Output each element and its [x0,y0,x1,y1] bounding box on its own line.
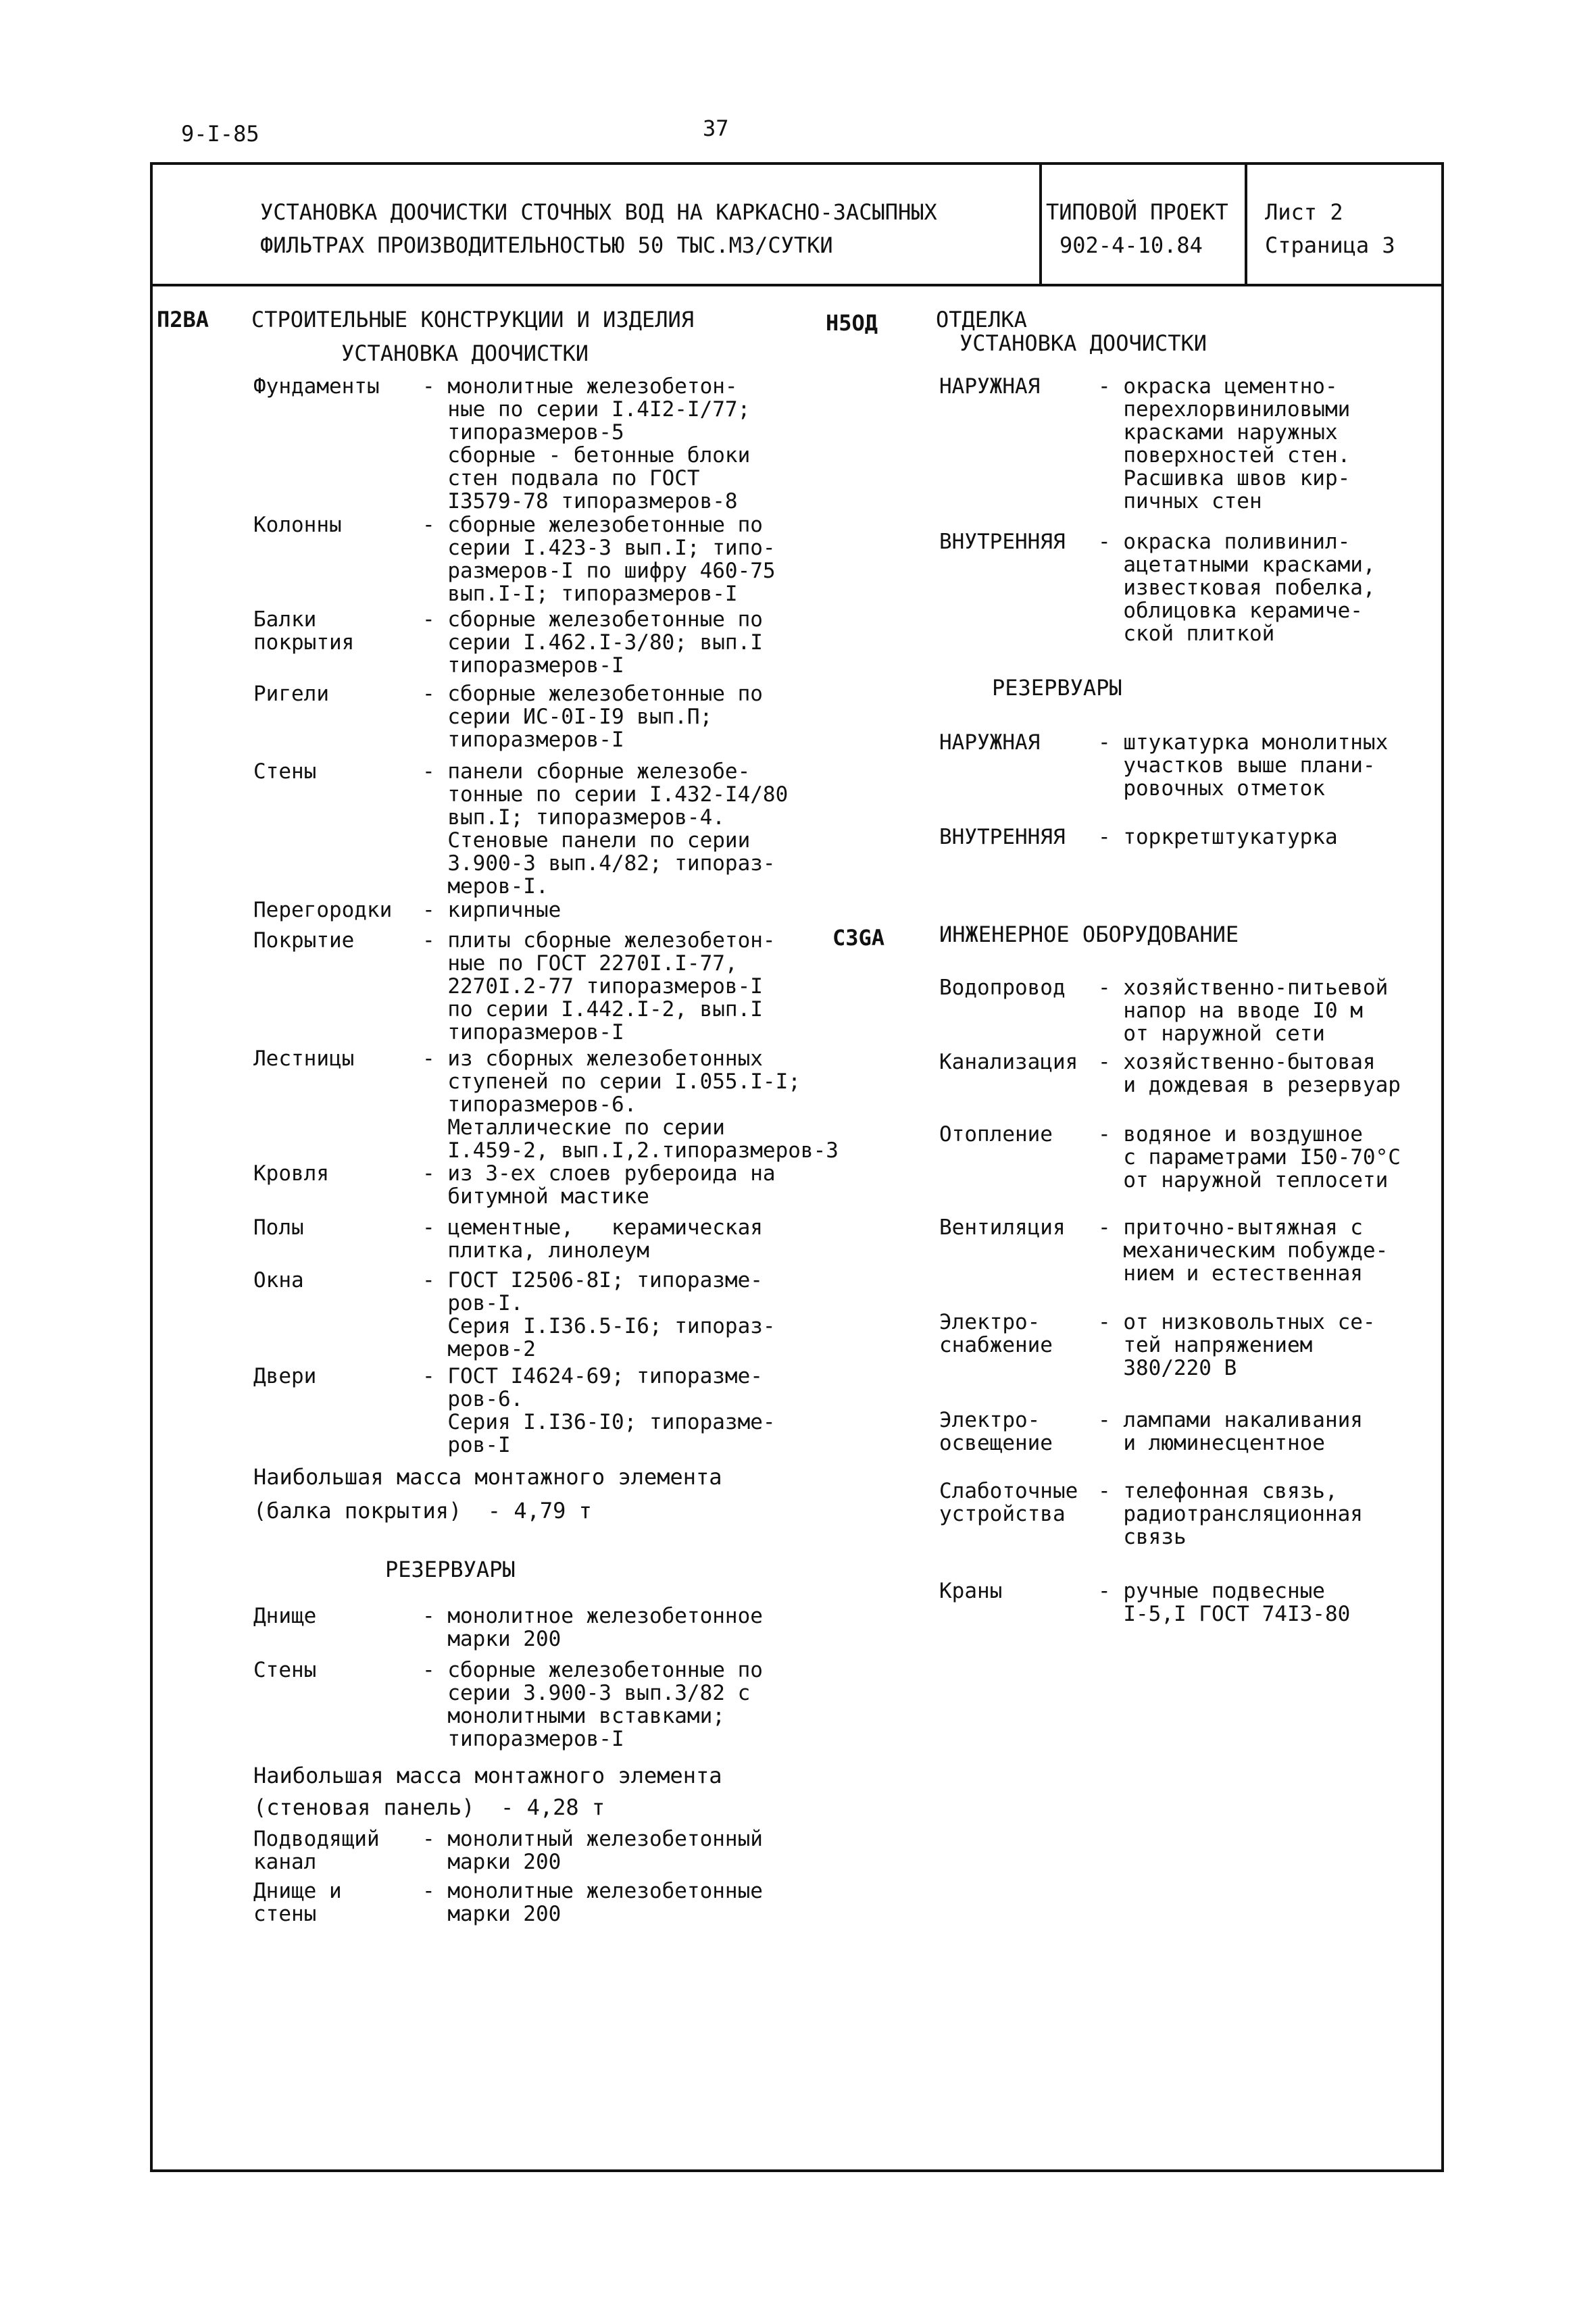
tank-text-0: - монолитное железобетонное марки 200 [422,1604,763,1651]
left-label-5: Перегородки [253,898,393,922]
eng-text-1: - хозяйственно-бытовая и дождевая в резервуар [1098,1050,1401,1097]
page-number: 37 [703,116,729,141]
left-text-5: - кирпичные [422,898,562,922]
max-mass-line1: Наибольшая масса монтажного элемента [253,1464,722,1490]
margin-mark: П2ВА [157,307,209,332]
eng-label-3: Вентиляция [939,1215,1066,1240]
eng-heading: ИНЖЕНЕРНОЕ ОБОРУДОВАНИЕ [939,922,1239,947]
left-text-8: - из 3-ех слоев рубероида на битумной мастике [422,1161,776,1209]
rtank-label-0: НАРУЖНАЯ [939,730,1041,755]
left-label-8: Кровля [253,1161,329,1186]
left-label-9: Полы [253,1215,304,1240]
left-label-7: Лестницы [253,1047,355,1071]
header-divider [150,284,1444,286]
left-text-4: - панели сборные железобе- тонные по серии I.432-I4/80 вып.I; типоразмеров-4. Стеновые панели по серии 3.900-3 вып.4/82; типораз- меров-I. [422,759,789,899]
left-label-11: Двери [253,1364,317,1388]
left-label-6: Покрытие [253,928,355,953]
left-text-11: - ГОСТ I4624-69; типоразме- ров-6. Серия I.I36-I0; типоразме- ров-I [422,1364,776,1457]
right-heading-2: УСТАНОВКА ДООЧИСТКИ [959,330,1207,356]
left-text-6: - плиты сборные железобетон- ные по ГОСТ 2270I.I-77, 2270I.2-77 типоразмеров-I по серии I.442.I-2, вып.I типоразмеров-I [422,928,776,1045]
left-text-10: - ГОСТ I2506-8I; типоразме- ров-I. Серия I.I36.5-I6; типораз- меров-2 [422,1268,776,1361]
eng-label-6: Слаботочные устройства [939,1479,1078,1526]
finish-label-0: НАРУЖНАЯ [939,374,1041,399]
left-text-2: - сборные железобетонные по серии I.462.I-3/80; вып.I типоразмеров-I [422,607,763,678]
eng-label-0: Водопровод [939,976,1066,1000]
left-label-10: Окна [253,1268,304,1292]
header-title-line1: УСТАНОВКА ДООЧИСТКИ СТОЧНЫХ ВОД НА КАРКАСНО-ЗАСЫПНЫХ [260,199,937,225]
left-label-0: Фундаменты [253,374,380,399]
left-text-1: - сборные железобетонные по серии I.423-3 вып.I; типо- размеров-I по шифру 460-75 вып.I-I; типоразмеров-I [422,513,776,606]
left-text-3: - сборные железобетонные по серии ИС-0I-I9 вып.П; типоразмеров-I [422,682,763,752]
eng-label-4: Электро- снабжение [939,1310,1053,1357]
left-text-0: - монолитные железобетон- ные по серии I.4I2-I/77; типоразмеров-5 сборные - бетонные блоки стен подвала по ГОСТ I3579-78 типоразмеров-8 [422,374,751,513]
eng-text-5: - лампами накаливания и люминесцентное [1098,1408,1363,1455]
header-separator-2 [1245,162,1247,284]
eng-text-6: - телефонная связь, радиотрансляционная связь [1098,1479,1363,1549]
document-code: 9-I-85 [181,121,259,147]
left-label-1: Колонны [253,513,342,537]
tail-text-1: - монолитные железобетонные марки 200 [422,1879,763,1926]
project-label: ТИПОВОЙ ПРОЕКТ [1046,199,1228,225]
finish-text-1: - окраска поливинил- ацетатными красками, известковая побелка, облицовка керамиче- ской плиткой [1098,530,1376,646]
tail-label-1: Днище и стены [253,1879,342,1926]
eng-text-3: - приточно-вытяжная с механическим побужде- нием и естественная [1098,1215,1389,1286]
page-label: Страница 3 [1265,232,1395,258]
tail-text-0: - монолитный железобетонный марки 200 [422,1827,763,1874]
eng-text-2: - водяное и воздушное с параметрами I50-70°С от наружной теплосети [1098,1122,1401,1192]
tank-label-1: Стены [253,1658,317,1682]
max-mass2-line2: (стеновая панель) - 4,28 т [253,1794,605,1820]
eng-text-4: - от низковольтных се- тей напряжением 380/220 В [1098,1310,1376,1380]
max-mass2-line1: Наибольшая масса монтажного элемента [253,1763,722,1788]
tail-label-0: Подводящий канал [253,1827,380,1874]
eng-label-2: Отопление [939,1122,1053,1147]
rtank-text-1: - торкретштукатурка [1098,825,1338,849]
tank-label-0: Днище [253,1604,317,1628]
project-number: 902-4-10.84 [1059,232,1203,258]
left-label-4: Стены [253,759,317,784]
max-mass-line2: (балка покрытия) - 4,79 т [253,1498,592,1524]
left-label-2: Балки покрытия [253,607,355,655]
tank-text-1: - сборные железобетонные по серии 3.900-3 вып.3/82 с монолитными вставками; типоразмеров-I [422,1658,763,1751]
eng-label-7: Краны [939,1579,1003,1603]
eng-label-5: Электро- освещение [939,1408,1053,1455]
rtank-label-1: ВНУТРЕННЯЯ [939,825,1066,849]
sheet-label: Лист 2 [1265,199,1343,225]
left-text-7: - из сборных железобетонных ступеней по серии I.055.I-I; типоразмеров-6. Металлические по серии I.459-2, вып.I,2.типоразмеров-3 [422,1047,839,1163]
eng-text-7: - ручные подвесные I-5,I ГОСТ 74I3-80 [1098,1579,1351,1626]
eng-label-1: Канализация [939,1050,1078,1074]
header-separator-1 [1039,162,1042,284]
eng-text-0: - хозяйственно-питьевой напор на вводе I0 м от наружной сети [1098,976,1389,1046]
left-label-3: Ригели [253,682,329,706]
stamp-mark-2: С3GА [832,925,885,951]
left-heading-2: УСТАНОВКА ДООЧИСТКИ [341,341,589,366]
rtank-text-0: - штукатурка монолитных участков выше плани- ровочных отметок [1098,730,1389,801]
left-text-9: - цементные, керамическая плитка, линолеум [422,1215,763,1263]
right-heading-1: ОТДЕЛКА [936,307,1027,332]
stamp-mark-1: Н5ОД [826,310,878,336]
finish-text-0: - окраска цементно- перехлорвиниловыми красками наружных поверхностей стен. Расшивка швов кир- пичных стен [1098,374,1351,513]
left-heading-1: СТРОИТЕЛЬНЫЕ КОНСТРУКЦИИ И ИЗДЕЛИЯ [251,307,695,332]
finish-label-1: ВНУТРЕННЯЯ [939,530,1066,554]
left-tanks-heading: РЕЗЕРВУАРЫ [385,1557,516,1582]
header-title-line2: ФИЛЬТРАХ ПРОИЗВОДИТЕЛЬНОСТЬЮ 50 ТЫС.М3/СУТКИ [260,232,833,258]
right-tanks-heading: РЕЗЕРВУАРЫ [992,675,1122,701]
